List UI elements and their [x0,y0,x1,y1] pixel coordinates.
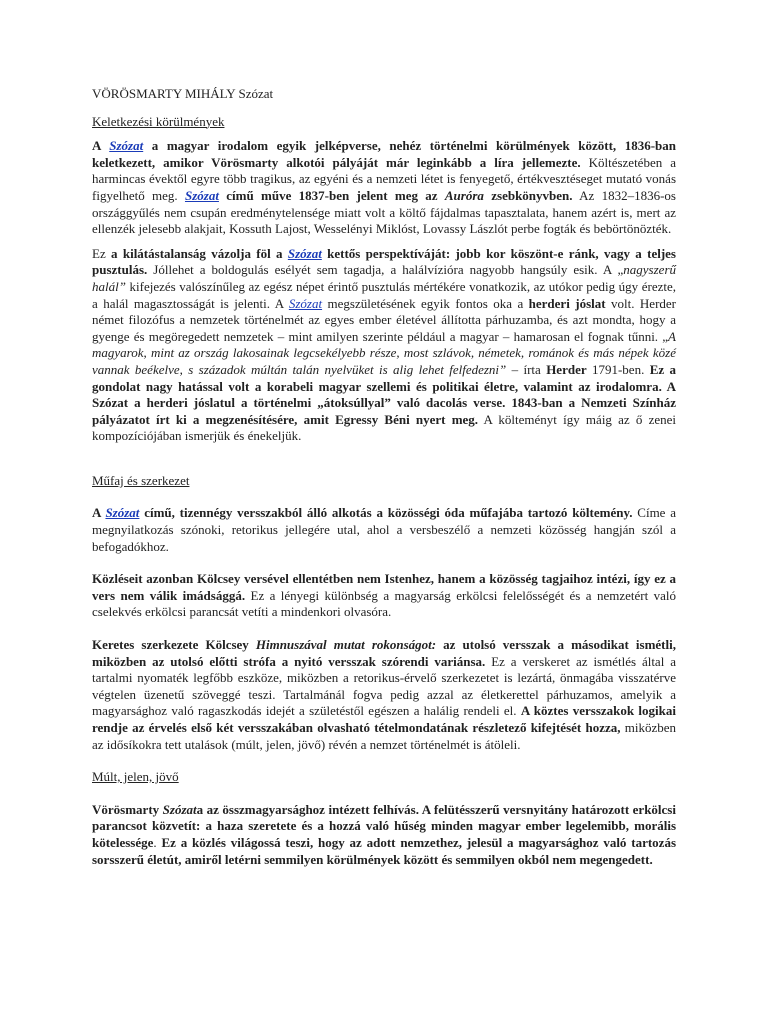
paragraph [92,246,676,445]
text-run: Címe a megnyilatkozás szónoki, retorikus jellegére utal, ahol a versbeszélő a nemzeti közösség hangján szól a befogadókhoz. [92,505,677,554]
paragraph [92,802,676,868]
text-run: Himnuszával mutat rokonságot: [255,637,437,653]
text-run: a az összmagyarsághoz intézett felhívás. A felütésszerű versnyitány határozott erkölcsi parancsot közvetít: a haza szeretete és a hozzá való hűség minden magyar ember legelemibb, morális kötelessége [92,801,676,850]
text-run: 1791-ben. [586,361,650,377]
text-run: Ez a gondolat nagy hatással volt a korabeli magyar szellemi és politikai életre, valamint az irodalomra. A Szózat a herderi jóslatul a történelmi „átoksúllyal” való dacolás verse. 1843-ban a Nemzeti Színház pályázatot írt ki a megzenésítésére, amit Egressy Béni nyert meg. [92,361,676,427]
text-run: Közléseit azonban Kölcsey versével ellentétben nem Istenhez, hanem a közösség tagjaihoz intézi, így ez a vers nem válik imádsággá. [92,571,676,603]
text-run: című műve 1837-ben jelent meg az [218,187,445,203]
paragraph [92,505,676,555]
text-run: herderi jóslat [528,295,606,311]
title-link[interactable]: Szózat [288,295,323,311]
text-run: kettős perspektíváját: jobb kor köszönt-e ránk, vagy a teljes pusztulás. [92,245,676,278]
section-heading-mult-jelen-jovo: Múlt, jelen, jövő [92,769,179,785]
title-link[interactable]: Szózat [109,138,144,154]
paragraph [92,138,676,238]
text-run: Az 1832–1836-os országgyűlés nem csupán eredménytelensége miatt volt a költő fájdalmas tapasztalata, hanem azért is, mert az ellenzék jelesebb alakjait, Kossuth Lajost, Wesselényi Miklóst, Lovassy Lászlót perbe fogták és bebörtönözték. [92,187,676,237]
paragraph [92,571,676,621]
text-run: A [92,138,110,154]
text-run: Jóllehet a boldogulás esélyét sem tagadja, a halálvízióra nagyobb hangsúly esik. A „ [147,262,624,278]
title-link[interactable]: Szózat [105,505,140,521]
text-run: A [92,505,106,521]
paragraph [92,637,676,753]
text-run: a magyar irodalom egyik jelképverse, nehéz történelmi körülmények között, 1836-ban keletkezett, amikor Vörösmarty alkotói pályáját már leginkább a líra jellemezte. [92,138,677,170]
text-run: nagyszerű halál” [92,262,676,294]
text-run: – írta [506,361,547,377]
text-run: Auróra [444,187,484,203]
text-run: című, tizennégy versszakból álló alkotás a közösségi óda műfajába tartozó költemény. [139,505,633,521]
text-run: . [153,834,162,850]
text-run: a kilátástalanság vázolja föl a [111,245,288,261]
title-link[interactable]: Szózat [287,245,322,261]
text-run: zsebkönyvben. [483,187,573,203]
title-link[interactable]: Szózat [184,187,219,203]
text-run: Keretes szerkezete Kölcsey [92,637,256,653]
text-run: Szózat [162,801,197,817]
section-heading-keletkezes: Keletkezési körülmények [92,113,225,129]
text-run: miközben az idősíkokra tett utalások (múlt, jelen, jövő) révén a nemzet történelmét is átöleli. [92,720,677,752]
text-run: A magyarok, mint az ország lakosainak legcsekélyebb része, most szlávok, németek, románok és más népek közé vannak beékelve, s századok múltán talán nyelvüket is alig lehet felfedezni” [92,328,676,377]
text-run: A köztes versszakok logikai rendje az érvelés első két versszakában olvasható tételmondatának részletező kifejtését hozza, [92,703,676,735]
document-title: VÖRÖSMARTY MIHÁLY Szózat [92,86,274,101]
text-run: A költeményt így máig az ő zenei kompozíciójában ismerjük és énekeljük. [92,411,676,444]
text-run: Ez a verskeret az ismétlés által a tartalmi nyomaték legfőbb eszköze, miközben a retorikus-érvelő szerkezetet is lezártá, önmagába visszatérve végtelen üzenetű szöveggé teszi. Tartalmánál fogva pedig azzal az életkerettel párhuzamos, amelyik a magyarsághoz való ragaszkodás idejét a születéstől egészen a halálig rendeli el. [92,653,676,719]
text-run: az utolsó versszak a másodikat ismétli, miközben az utolsó előtti strófa a nyitó versszak szórendi variánsa. [92,637,676,669]
text-run: Költészetében a harmincas évektől egyre több tragikus, az egyéni és a nemzeti létet is fenyegető, értékvesztéseget mutató vonás figyelhető meg. [92,154,676,203]
text-run: Herder [546,361,587,377]
document-page [92,82,676,868]
text-run: megszületésének egyik fontos oka a [322,295,529,311]
text-run: Vörösmarty [92,801,163,817]
text-run: Ez a közlés világossá teszi, hogy az adott nemzethez, jelesül a magyarsághoz való tartozás sorsszerű életút, amiről letérni semmilyen körülmények között és semmilyen okból nem megengedett. [92,834,677,867]
text-run: Ez a lényegi különbség a magyarság erkölcsi felelősségét és a nemzetért való cselekvés erkölcsi parancsát vetíti a mindenkori olvasóra. [92,587,676,620]
text-run: Ez [92,245,112,261]
section-heading-mufaj: Műfaj és szerkezet [92,472,190,488]
text-run: kifejezés valószínűleg az egész népet érintő pusztulás mértékére vonatkozik, az utókor pedig úgy érezte, a halál magasztosságát is jelenti. A [92,278,676,311]
text-run: volt. Herder német filozófus a nemzetek történelmét az egyes ember életével állította párhuzamba, és azt mondta, hogy a gyenge és megöregedett nemzetek – mint amilyen szerinte például a magyar – hamarosan el fognak tűnni. „ [92,295,676,344]
